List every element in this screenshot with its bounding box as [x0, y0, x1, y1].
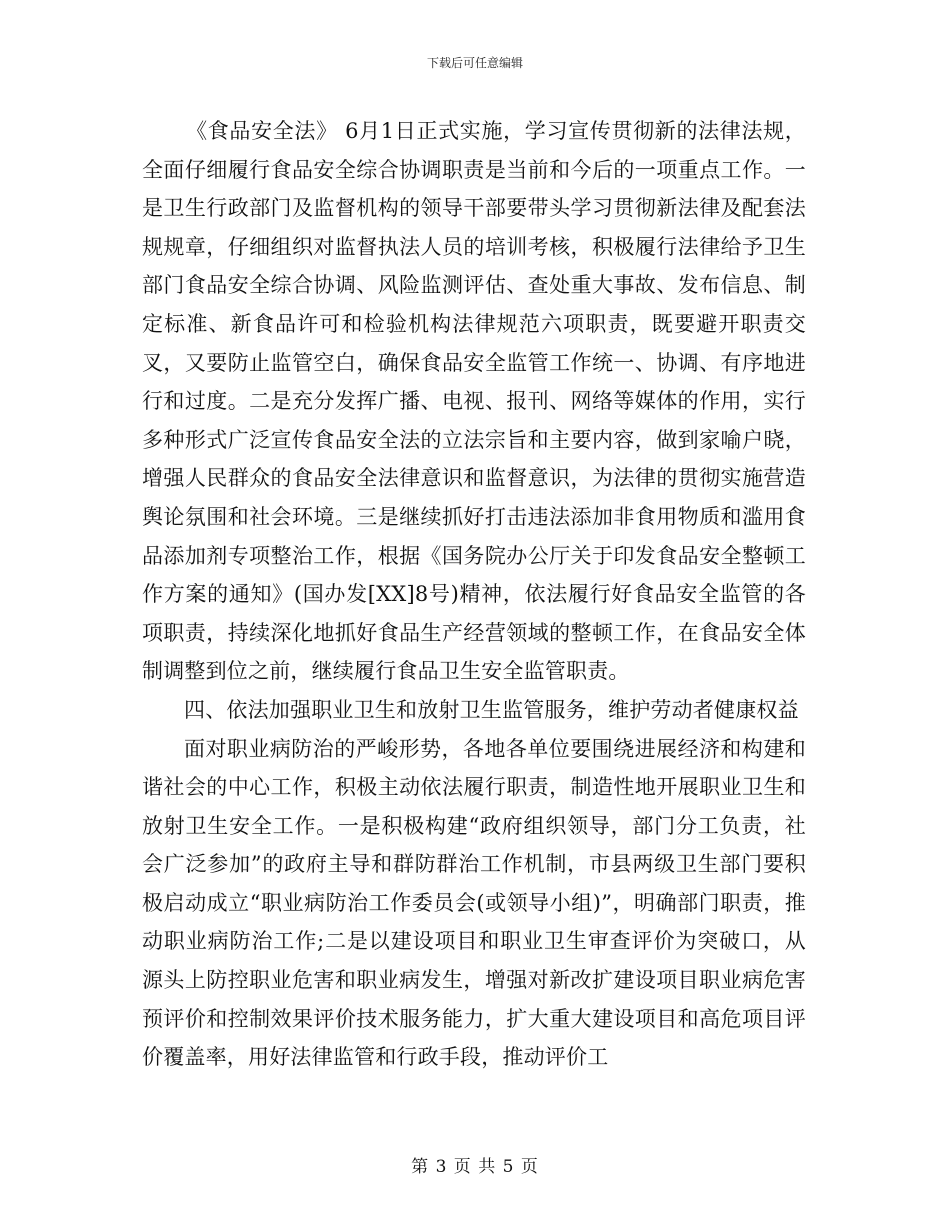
- page-header: 下载后可任意编辑: [426, 56, 523, 70]
- document-body: [142, 112, 806, 1077]
- page-number: 第 3 页 共 5 页: [411, 1157, 539, 1177]
- paragraph-occupational-disease: 面对职业病防治的严峻形势，各地各单位要围绕进展经济和构建和谐社会的中心工作，积极主动依法履行职责，制造性地开展职业卫生和放射卫生安全工作。一是积极构建“政府组织领导，部门分工负责，社会广泛参加”的政府主导和群防群治工作机制，市县两级卫生部门要积极启动成立“职业病防治工作委员会(或领导小组)”，明确部门职责，推动职业病防治工作;二是以建设项目和职业卫生审查评价为突破口，从源头上防控职业危害和职业病发生，增强对新改扩建设项目职业病危害预评价和控制效果评价技术服务能力，扩大重大建设项目和高危项目评价覆盖率，用好法律监管和行政手段，推动评价工: [142, 736, 806, 1070]
- paragraph-food-safety: 《食品安全法》 6月1日正式实施，学习宣传贯彻新的法律法规，全面仔细履行食品安全综合协调职责是当前和今后的一项重点工作。一是卫生行政部门及监督机构的领导干部要带头学习贯彻新法律及配套法规规章，仔细组织对监督执法人员的培训考核，积极履行法律给予卫生部门食品安全综合协调、风险监测评估、查处重大事故、发布信息、制定标准、新食品许可和检验机构法律规范六项职责，既要避开职责交叉，又要防止监管空白，确保食品安全监管工作统一、协调、有序地进行和过度。二是充分发挥广播、电视、报刊、网络等媒体的作用，实行多种形式广泛宣传食品安全法的立法宗旨和主要内容，做到家喻户晓，增强人民群众的食品安全法律意识和监督意识，为法律的贯彻实施营造舆论氛围和社会环境。三是继续抓好打击违法添加非食用物质和滥用食品添加剂专项整治工作，根据《国务院办公厅关于印发食品安全整顿工作方案的通知》(国办发[XX]8号)精神，依法履行好食品安全监管的各项职责，持续深化地抓好食品生产经营领域的整顿工作，在食品安全体制调整到位之前，继续履行食品卫生安全监管职责。: [142, 119, 806, 684]
- section-heading-occupational-health: 四、依法加强职业卫生和放射卫生监管服务，维护劳动者健康权益: [184, 697, 799, 722]
